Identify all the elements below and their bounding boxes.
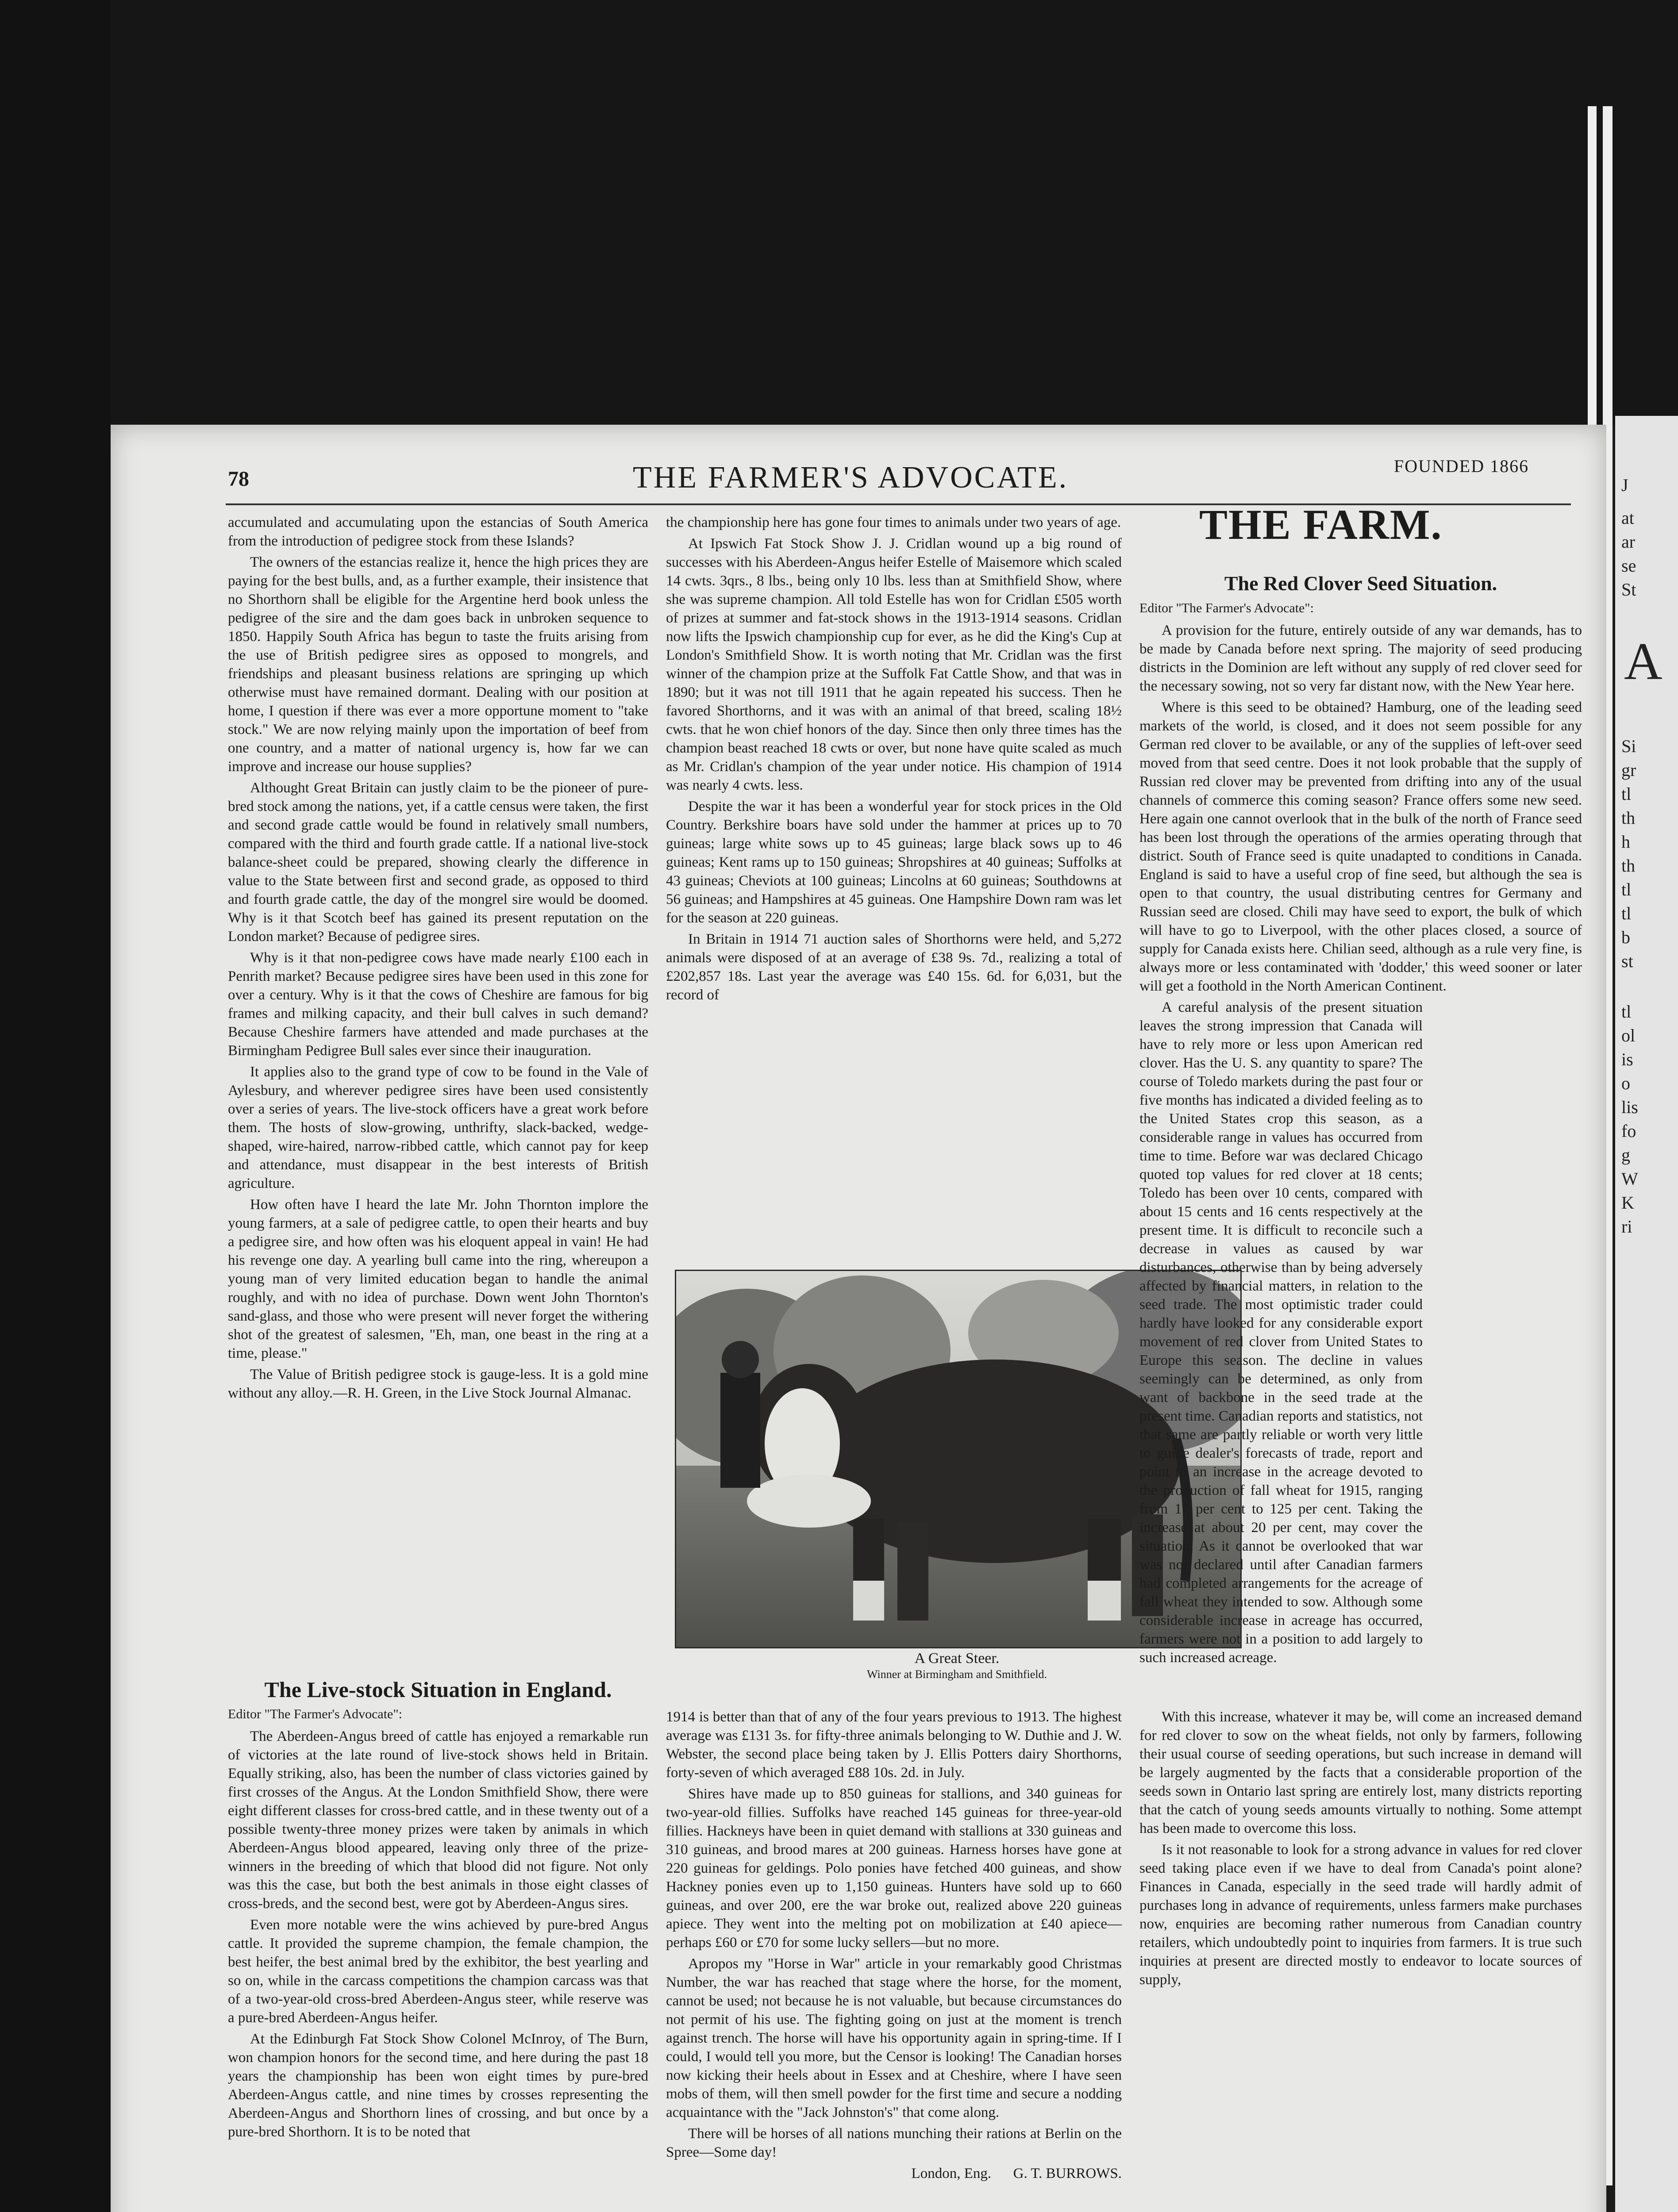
fragment-line: K [1621,1193,1634,1213]
livestock-headline: The Live-stock Situation in England. [264,1677,612,1702]
article-paragraph: In Britain in 1914 71 auction sales of Shorthorns were held, and 5,272 animals were disposed of at an average of £38 9s. 7d., realizing a total of £202,857 18s. Last year the average was £40 15s. 6d. for 6,031, but the record of [666,931,1122,1003]
article-paragraph: accumulated and accumulating upon the estancias of South America from the introduction of pedigree stock from these Islands? [228,515,648,549]
fragment-initial: A [1624,632,1663,691]
article-paragraph: At Ipswich Fat Stock Show J. J. Cridlan wound up a big round of successes with his Aberdeen-Angus heifer Estelle of Maisemore which scaled 14 cwts. 3qrs., 8 lbs., being only 10 lbs. less than at Smithfield Show, where she was supreme champion. All told Estelle has won for Cridlan £505 worth of prizes at summer and fat-stock shows in the 1913-1914 seasons. Cridlan now lifts the Ipswich championship cup for ever, as he did the King's Cup at London's Smithfield Show. It is worth noting that Mr. Cridlan was the first winner of the champion prize at the Suffolk Fat Cattle Show, and that was in 1890; but it was not till 1911 that he again repeated his success. Then he favored Shorthorns, and it was with an animal of that breed, scaling 18½ cwts. that he won chief honors of the day. Since then only three times has the champion beast reached 18 cwts or over, but none have quite scaled as much as Mr. Cridlan's champion of the year under notice. His champion of 1914 was nearly 4 cwts. less. [666,536,1122,793]
article-paragraph: Shires have made up to 850 guineas for stallions, and 340 guineas for two-year-old fillies. Suffolks have reached 145 guineas for three-year-old fillies. Hackneys have been in quiet demand with stallions at 330 guineas and 310 guineas, and brood mares at 200 guineas. Harness horses have gone at 220 guineas for geldings. Polo ponies have fetched 400 guineas, and show Hackney ponies even up to 1,150 guineas. Hunters have sold up to 660 guineas, and over 200, ere the war broke out, realized above 220 guineas apiece. They went into the melting pot on mobilization at £40 apiece—perhaps £60 or £70 for some lucky sellers—but no more. [666,1786,1122,1951]
signature-block [666,2164,1122,2183]
fragment-line: se [1621,556,1636,576]
fragment-line: gr [1621,760,1636,780]
fragment-line: lis [1621,1097,1638,1117]
article-paragraph: A provision for the future, entirely outside of any war demands, has to be made by Canada before next spring. The majority of seed producing districts in the Dominion are left without any supply of red clover seed for the necessary sowing, not so very far distant now, with the New Year here. [1139,622,1582,694]
fragment-line: g [1621,1145,1630,1165]
red-clover-article [1139,571,1582,1670]
fragment-line: tl [1621,879,1632,899]
fragment-line: J [1621,475,1628,495]
livestock-article [228,1677,648,2144]
fragment-line: tl [1621,784,1632,804]
fragment-line: W [1621,1169,1638,1189]
signature-place: London, Eng. [911,2166,992,2181]
article-paragraph: the championship here has gone four times to animals under two years of age. [666,515,1121,530]
article-paragraph: Despite the war it has been a wonderful year for stock prices in the Old Country. Berkshire boars have sold under the hammer at prices up to 70 guineas; large white sows up to 45 guineas; large black sows up to 46 guineas; Kent rams up to 150 guineas; Shropshires at 40 guineas; Suffolks at 43 guineas; Cheviots at 100 guineas; Lincolns at 60 guineas; Southdowns at 56 guineas; and Hampshires at 45 guineas. One Hampshire Down ram was let for the season at 220 guineas. [666,799,1122,926]
red-clover-article-continued [1139,1708,1582,1992]
left-column-article [228,513,648,1405]
article-paragraph: At the Edinburgh Fat Stock Show Colonel McInroy, of The Burn, won champion honors for the second time, and here during the past 18 years the championship has been won eight times by pure-bred Aberdeen-Angus cattle, and nine times by crosses representing the Aberdeen-Angus and Shorthorn lines of crossing, and but once by a pure-bred Shorthorn. It is to be noted that [228,2031,648,2140]
fragment-line: ar [1621,532,1636,552]
article-paragraph: A careful analysis of the present situation leaves the strong impression that Canada will have to rely more or less upon American red clover. Has the U. S. any quantity to spare? The course of Toledo markets during the past four or five months has indicated a divided feeling as to the United States crop this season, as a considerable range in values has occurred from time to time. Before war was declared Chicago quoted top values for red clover at 18 cents; Toledo has been over 10 cents, compared with about 15 cents and 16 cents respectively at the present time. It is difficult to reconcile such a decrease in values as caused by war disturbances, otherwise than by being adversely affected by financial matters, in relation to the seed trade. The most optimistic trader could hardly have looked for any considerable export movement of red clover from United States to Europe this season. The decline in values seemingly can be determined, as only from want of backbone in the seed trade at the present time. Canadian reports and statistics, not that same are partly reliable or worth very little to guide dealer's forecasts of trade, report and point to an increase in the acreage devoted to the production of fall wheat for 1915, ranging from 17 per cent to 125 per cent. Taking the increase at about 20 per cent, may cover the situation. As it cannot be overlooked that war was not declared until after Canadian farmers had completed arrangements for the acreage of fall wheat they intended to sow. Although some considerable increase in acreage has occurred, farmers were not in a position to add largely to such increased acreage. [1139,999,1423,1666]
fragment-line: at [1621,508,1634,528]
fragment-line: st [1621,951,1633,971]
article-paragraph: Apropos my "Horse in War" article in your remarkably good Christmas Number, the war has reached that stage where the horse, for the moment, cannot be used; not because he is not valuable, but because circumstances do not permit of his use. The fighting going on just at the moment is trench against trench. The horse will have his opportunity again in spring-time. If I could, I would tell you more, but the Censor is looking! The Canadian horses now kicking their heels about in Essex and at Cheshire, where I have seen mobs of them, will then smell powder for the first time and secure a nodding acquaintance with the "Jack Johnston's" that come along. [666,1956,1122,2120]
fragment-line: Si [1621,736,1636,756]
article-paragraph: The owners of the estancias realize it, hence the high prices they are paying for the best bulls, and, as a further example, their insistence that no Shorthorn shall be eligible for the Argentine herd book unless the pedigree of the sire and the dam goes back in unbroken sequence to 1850. Happily South Africa has begun to taste the fruits arising from the use of British pedigree sires as opposed to mongrels, and friendships and pleasant business relations are springing up which otherwise must have remained dormant. Dealing with our position at home, I question if there was ever a more opportune moment to "take stock." We are now relying mainly upon the importation of beef from one country, and a matter of national urgency is, how far we can improve and increase our house supplies? [228,554,648,775]
founded-note: FOUNDED 1866 [1394,456,1529,476]
adjacent-page-fragment [1615,416,1678,2212]
photo-subcaption: Winner at Birmingham and Smithfield. [867,1668,1047,1681]
signature-name: G. T. BURROWS. [1013,2166,1122,2181]
article-paragraph: With this increase, whatever it may be, will come an increased demand for red clover to sow on the wheat fields, not only by farmers, following their usual course of seeding operations, but such increase in demand will be largely augmented by the facts that a considerable proportion of the seeds sown in Ontario last spring are entirely lost, many districts reporting that the catch of young seeds amounts virtually to nothing. Some attempt has been made to overcome this loss. [1139,1709,1582,1836]
article-paragraph: The Value of British pedigree stock is gauge-less. It is a gold mine without any alloy.—R. H. Green, in the Live Stock Journal Almanac. [228,1367,648,1401]
photo-caption: A Great Steer. [914,1650,1000,1667]
fragment-line: is [1621,1049,1633,1069]
section-title: THE FARM. [1199,501,1443,548]
middle-column-article [666,513,1122,1007]
livestock-editor-line: Editor "The Farmer's Advocate": [228,1707,402,1721]
fragment-line: b [1621,927,1630,947]
article-paragraph: Is it not reasonable to look for a strong advance in values for red clover seed taking place even if we have to deal from Canada's point alone? Finances in Canada, especially in the seed trade will hardly admit of purchases long in advance of requirements, unless farmers make purchases now, enquiries are becoming rather numerous from Canadian country retailers, which undoubtedly point to inquiries from farmers. It is true such inquiries at present are directed mostly to endeavor to locate sources of supply, [1139,1842,1582,1988]
article-paragraph: How often have I heard the late Mr. John Thornton implore the young farmers, at a sale of pedigree cattle, to open their hearts and buy a pedigree sire, and how often was his eloquent appeal in vain! He had his revenge one day. A yearling bull came into the ring, whereupon a young man of very limited education began to handle the animal roughly, and with no idea of purchase. Down went John Thornton's sand-glass, and those who were present will never forget the withering shot of the greatest of salesmen, "Eh, man, one beast in the ring at a time, please." [228,1197,648,1361]
fragment-line: tl [1621,1002,1632,1022]
article-paragraph: The Aberdeen-Angus breed of cattle has enjoyed a remarkable run of victories at the late round of live-stock shows held in Britain. Equally striking, also, has been the number of class victories gained by first crosses of the Angus. At the London Smithfield Show, there were eight different classes for cross-bred cattle, and in these twenty out of a possible twenty-three money prizes were taken by animals in which Aberdeen-Angus blood appeared, leaving only three of the prize-winners in the breeding of which that blood did not figure. Not only was this the case, but both the best animals in those eight classes of cross-breds, and the second best, were got by Aberdeen-Angus sires. [228,1728,648,1912]
article-paragraph: It applies also to the grand type of cow to be found in the Vale of Aylesbury, and wherever pedigree sires have been used consistently over a series of years. The live-stock officers have a great work before them. The hosts of slow-growing, unthrifty, slack-backed, wedge-shaped, wire-haired, narrow-ribbed cattle, which cannot pay for keep and attendance, must disappear in the best interests of British agriculture. [228,1064,648,1191]
article-paragraph: Where is this seed to be obtained? Hamburg, one of the leading seed markets of the world, is closed, and it does not seem possible for any German red clover to be available, or any of the supplies of left-over seed moved from that seed centre. Does it not look probable that the supply of Russian red clover may be prevented from drifting into any of the usual channels of commerce this coming season? France offers some new seed. Here again one cannot overlook that in the bulk of the north of France seed has been lost through the operations of the armies operating through that district. South of France seed is quite unadapted to conditions in Canada. England is said to have a useful crop of fine seed, but although the sea is open to that country, the usual distributing centres for Germany and Russian seed are closed. Chili may have seed to export, the bulk of which will have to go to Liverpool, with the other places closed, a source of supply for Canada exists here. Chilian seed, although as a rule very fine, is always more or less contaminated with 'dodder,' this weed sooner or later will get a foothold in the North American Continent. [1139,699,1582,994]
running-title: THE FARMER'S ADVOCATE. [633,461,1069,495]
article-paragraph: Why is it that non-pedigree cows have made nearly £100 each in Penrith market? Because pedigree sires have been used in this zone for over a century. Why is it that the cows of Cheshire are famous for big frames and milking capacity, and their bull calves in such demand? Because Cheshire farmers have attended and made purchases at the Birmingham Pedigree Bull sales ever since their inauguration. [228,950,648,1059]
fragment-line: th [1621,808,1636,828]
fragment-line: ol [1621,1025,1636,1045]
newspaper-page [111,425,1606,2212]
article-paragraph: There will be horses of all nations munching their rations at Berlin on the Spree—Some day! [666,2126,1122,2160]
fragment-line: o [1621,1073,1630,1093]
fragment-line: th [1621,856,1636,876]
middle-column-lower [666,1708,1122,2185]
red-clover-headline: The Red Clover Seed Situation. [1224,572,1497,595]
article-paragraph: Even more notable were the wins achieved by pure-bred Angus cattle. It provided the supreme champion, the female champion, the best heifer, the best animal bred by the exhibitor, the best yearling and so on, while in the carcass competitions the champion carcass was that of a two-year-old cross-bred Aberdeen-Angus steer, while reserve was a pure-bred Aberdeen-Angus heifer. [228,1917,648,2026]
article-paragraph: 1914 is better than that of any of the four years previous to 1913. The highest average was £131 3s. for fifty-three animals belonging to W. Duthie and J. W. Webster, the second place being taken by J. Ellis Potters dairy Shorthorns, forty-seven of which averaged £88 10s. 2d. in July. [666,1709,1122,1781]
fragment-line: St [1621,580,1636,599]
fragment-line: fo [1621,1121,1636,1141]
article-paragraph: Althought Great Britain can justly claim to be the pioneer of pure-bred stock among the nations, yet, if a cattle census were taken, the first and second grade cattle would be found in relatively small numbers, compared with the third and fourth grade cattle. If a national live-stock balance-sheet could be prepared, showing clearly the difference in value to the State between first and second grade, as opposed to third and fourth grade cattle, the day of the mongrel sire would be doomed. Why is it that Scotch beef has gained its present reputation on the London market? Because of pedigree sires. [228,780,648,945]
red-clover-editor-line: Editor "The Farmer's Advocate": [1139,601,1314,615]
scanner-surround-top [0,0,1678,425]
fragment-line: ri [1621,1217,1632,1237]
fragment-line: h [1621,832,1630,852]
scanner-surround-left [0,0,111,2212]
page-number: 78 [228,467,249,491]
fragment-line: tl [1621,903,1632,923]
